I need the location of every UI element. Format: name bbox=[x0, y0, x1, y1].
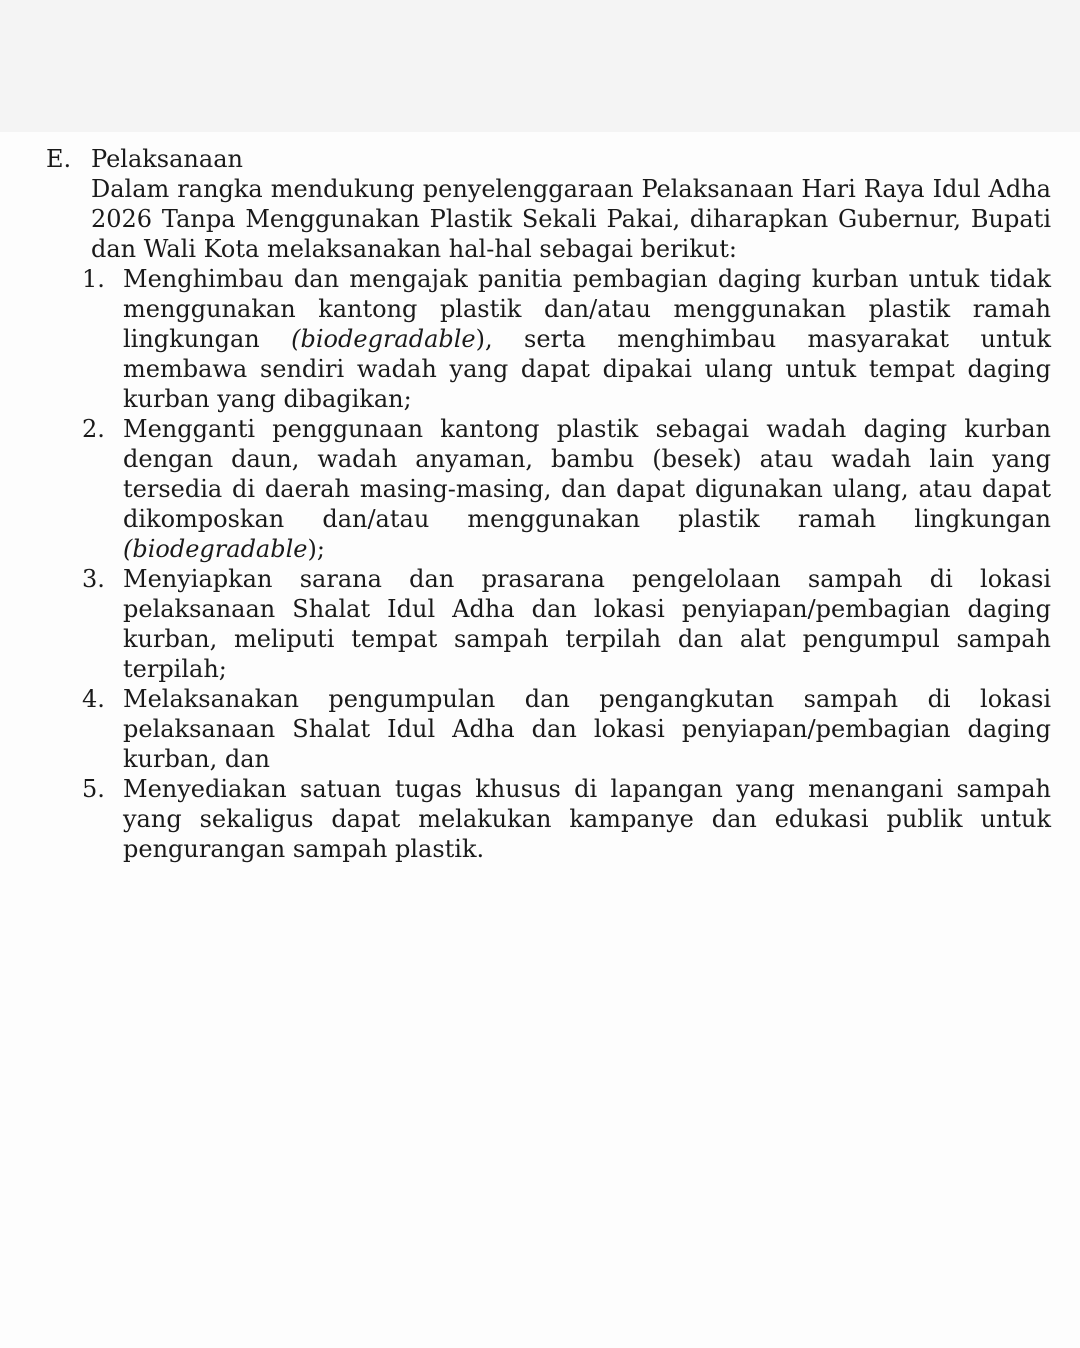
list-item-number: 5. bbox=[82, 775, 105, 803]
list-item-text-end: ), serta menghimbau masyarakat untuk membawa sendiri wadah yang dapat dipakai ulang untuk tempat daging kurban yang dibagikan; bbox=[123, 325, 1052, 413]
list-item bbox=[82, 564, 1051, 684]
list-item bbox=[82, 264, 1051, 414]
list-item-text: Mengganti penggunaan kantong plastik sebagai wadah daging kurban dengan daun, wadah anyaman, bambu (besek) atau wadah lain yang tersedia di daerah masing-masing, dan dapat digunakan ulang, atau dapat dikomposkan dan/atau menggunakan plastik ramah lingkungan bbox=[123, 415, 1051, 533]
list-item bbox=[82, 774, 1051, 864]
section-heading bbox=[46, 144, 243, 174]
section-title: Pelaksanaan bbox=[91, 145, 243, 173]
list-item-italic-term: (biodegradable bbox=[123, 535, 308, 563]
section-letter: E. bbox=[46, 145, 72, 173]
list-item-text: Menghimbau dan mengajak panitia pembagian daging kurban untuk tidak menggunakan kantong plastik dan/atau menggunakan plastik ramah lingkungan bbox=[123, 265, 1051, 353]
list-item-number: 1. bbox=[82, 265, 105, 293]
top-margin-band bbox=[0, 0, 1080, 132]
document-page bbox=[0, 132, 1080, 1348]
list-item-text: Menyiapkan sarana dan prasarana pengelolaan sampah di lokasi pelaksanaan Shalat Idul Adha dan lokasi penyiapan/pembagian daging kurban, meliputi tempat sampah terpilah dan alat pengumpul sampah terpilah; bbox=[123, 565, 1051, 683]
list-item-italic-term: (biodegradable bbox=[291, 325, 476, 353]
instruction-list bbox=[82, 264, 1051, 864]
list-item-number: 2. bbox=[82, 415, 105, 443]
list-item bbox=[82, 414, 1051, 564]
list-item-text-end: ); bbox=[307, 535, 325, 563]
list-item-number: 3. bbox=[82, 565, 105, 593]
intro-paragraph: Dalam rangka mendukung penyelenggaraan Pelaksanaan Hari Raya Idul Adha 2026 Tanpa Menggunakan Plastik Sekali Pakai, diharapkan Gubernur, Bupati dan Wali Kota melaksanakan hal-hal sebagai berikut: bbox=[91, 175, 1051, 263]
list-item bbox=[82, 684, 1051, 774]
list-item-text: Menyediakan satuan tugas khusus di lapangan yang menangani sampah yang sekaligus dapat melakukan kampanye dan edukasi publik untuk pengurangan sampah plastik. bbox=[123, 775, 1051, 863]
list-item-number: 4. bbox=[82, 685, 105, 713]
list-item-text: Melaksanakan pengumpulan dan pengangkutan sampah di lokasi pelaksanaan Shalat Idul Adha dan lokasi penyiapan/pembagian daging kurban, dan bbox=[123, 685, 1051, 773]
